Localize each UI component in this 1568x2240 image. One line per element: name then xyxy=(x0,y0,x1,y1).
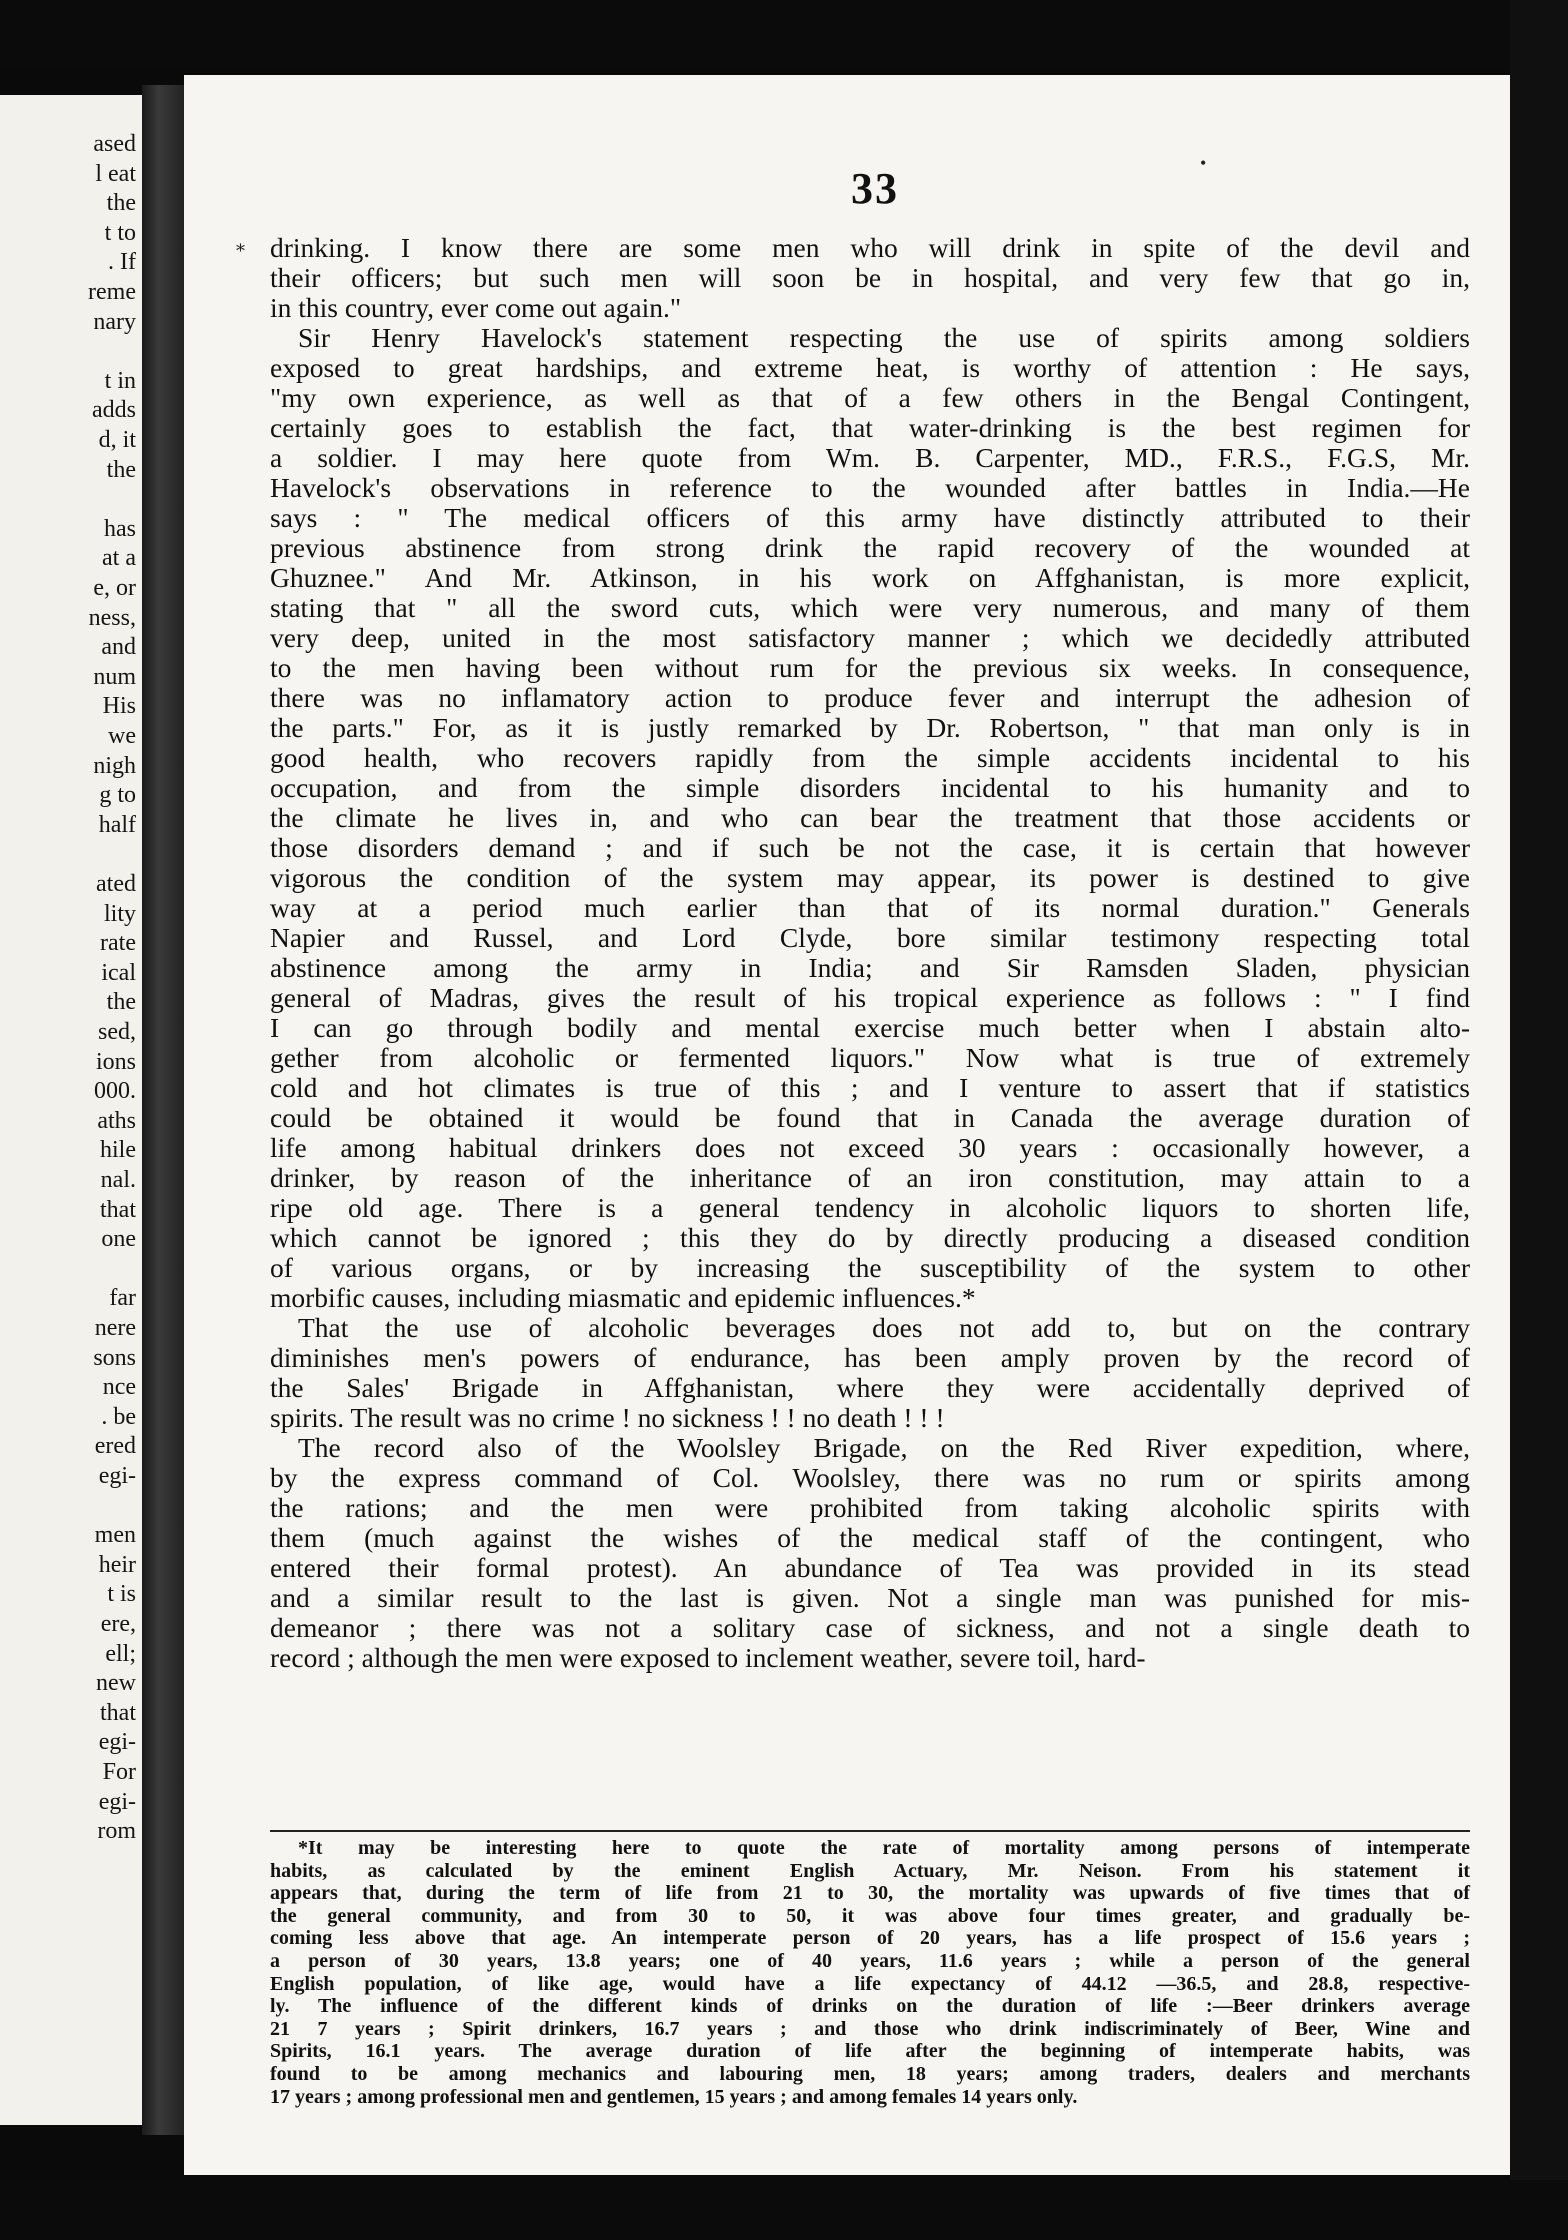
text-line: occupation, and from the simple disorders incidental to his humanity and to xyxy=(270,772,1470,803)
left-page-fragment: far xyxy=(109,1285,136,1312)
text-line: those disorders demand ; and if such be not the case, it is certain that however xyxy=(270,832,1470,863)
left-page-fragment: ell; xyxy=(105,1640,136,1667)
margin-mark: ⁎ xyxy=(236,235,245,255)
text-line: "my own experience, as well as that of a few others in the Bengal Contingent, xyxy=(270,382,1470,413)
text-line: the climate he lives in, and who can bear the treatment that those accidents or xyxy=(270,802,1470,833)
text-line: drinker, by reason of the inheritance of an iron constitution, may attain to a xyxy=(270,1162,1470,1193)
left-page-fragment: aths xyxy=(97,1107,136,1134)
text-line: Napier and Russel, and Lord Clyde, bore similar testimony respecting total xyxy=(270,922,1470,953)
left-page-fragment: that xyxy=(100,1699,136,1726)
left-page-fragment: one xyxy=(101,1226,136,1253)
left-page-fragment: men xyxy=(94,1522,136,1549)
left-page-fragment: that xyxy=(100,1196,136,1223)
left-page-fragment: t is xyxy=(107,1581,136,1608)
left-page-fragment: we xyxy=(108,723,136,749)
left-page-fragment: ical xyxy=(101,959,136,986)
text-line: the rations; and the men were prohibited from taking alcoholic spirits with xyxy=(270,1492,1470,1523)
text-line: which cannot be ignored ; this they do by directly producing a diseased condition xyxy=(270,1222,1470,1253)
left-page-fragment: . If xyxy=(108,249,136,276)
text-line: a soldier. I may here quote from Wm. B. Carpenter, MD., F.R.S., F.G.S, Mr. xyxy=(270,442,1470,473)
text-line: vigorous the condition of the system may appear, its power is destined to give xyxy=(270,862,1470,893)
body-text xyxy=(270,233,1470,1673)
left-page-fragment: rom xyxy=(97,1818,136,1845)
left-facing-page xyxy=(0,95,142,2125)
text-line: morbific causes, including miasmatic and epidemic influences.* xyxy=(270,1282,976,1313)
left-page-fragment: ated xyxy=(96,871,136,897)
footnote-line: appears that, during the term of life from 21 to 30, the mortality was upwards of five times that of xyxy=(270,1882,1470,1905)
left-page-fragment: nigh xyxy=(93,752,136,779)
text-line: the parts." For, as it is justly remarked by Dr. Robertson, " that man only is in xyxy=(270,712,1470,743)
left-page-fragment: ions xyxy=(95,1048,136,1075)
left-page-fragment: half xyxy=(98,811,136,838)
text-line: previous abstinence from strong drink the rapid recovery of the wounded at xyxy=(270,532,1470,563)
text-line: certainly goes to establish the fact, that water-drinking is the best regimen for xyxy=(270,412,1470,443)
left-page-fragment: adds xyxy=(92,397,136,424)
left-page-fragment: num xyxy=(93,663,136,690)
text-line: their officers; but such men will soon be in hospital, and very few that go in, xyxy=(270,262,1470,293)
left-page-fragment: ness, xyxy=(88,604,136,631)
left-page-fragment: the xyxy=(106,190,136,217)
left-page-fragment: ased xyxy=(93,131,136,157)
text-line: general of Madras, gives the result of his tropical experience as follows : " I find xyxy=(270,982,1470,1013)
text-line: I can go through bodily and mental exercise much better when I abstain alto- xyxy=(270,1012,1470,1043)
footnote-line: the general community, and from 30 to 50, it was above four times greater, and gradually be- xyxy=(270,1904,1470,1927)
text-line: Sir Henry Havelock's statement respecting the use of spirits among soldiers xyxy=(298,322,1470,353)
left-page-fragment: the xyxy=(106,989,136,1016)
left-page-fragment: nal. xyxy=(100,1167,136,1193)
left-page-fragment: egi- xyxy=(98,1463,136,1489)
footnote-line: 21 7 years ; Spirit drinkers, 16.7 years ; and those who drink indiscriminately of Beer, Wine and xyxy=(270,2017,1470,2040)
left-page-fragment: reme xyxy=(88,279,136,305)
left-page-fragment: . be xyxy=(101,1403,136,1430)
left-page-fragment: For xyxy=(102,1759,136,1785)
footnote-line: a person of 30 years, 13.8 years; one of 40 years, 11.6 years ; while a person of the general xyxy=(270,1949,1470,1972)
text-line: to the men having been without rum for the previous six weeks. In consequence, xyxy=(270,652,1470,683)
text-line: record ; although the men were exposed to inclement weather, severe toil, hard- xyxy=(270,1642,1146,1673)
footnote-line: English population, of like age, would have a life expectancy of 44.12 —36.5, and 28.8, respective- xyxy=(270,1972,1470,1995)
text-line: entered their formal protest). An abundance of Tea was provided in its stead xyxy=(270,1552,1470,1583)
left-page-fragment: d, it xyxy=(98,427,136,453)
text-line: the Sales' Brigade in Affghanistan, where they were accidentally deprived of xyxy=(270,1372,1470,1403)
text-line: exposed to great hardships, and extreme heat, is worthy of attention : He says, xyxy=(270,352,1470,383)
left-page-fragment: heir xyxy=(98,1551,136,1578)
left-page-fragment: nere xyxy=(94,1315,136,1341)
book-page xyxy=(184,75,1510,2175)
footnote-rule xyxy=(270,1830,1470,1832)
text-line: spirits. The result was no crime ! no sickness ! ! no death ! ! ! xyxy=(270,1402,945,1433)
page-number: 33 xyxy=(851,164,899,213)
scan-border-top xyxy=(0,0,1568,70)
footnote-line: ly. The influence of the different kinds of drinks on the duration of life :—Beer drinkers average xyxy=(270,1995,1470,2018)
text-line: of various organs, or by increasing the susceptibility of the system to other xyxy=(270,1252,1470,1283)
left-page-fragment: has xyxy=(104,515,136,542)
left-page-fragment: t in xyxy=(104,367,136,394)
text-line: abstinence among the army in India; and Sir Ramsden Sladen, physician xyxy=(270,952,1470,983)
text-line: them (much against the wishes of the medical staff of the contingent, who xyxy=(270,1522,1470,1553)
text-line: cold and hot climates is true of this ; and I venture to assert that if statistics xyxy=(270,1072,1470,1103)
text-line: life among habitual drinkers does not exceed 30 years : occasionally however, a xyxy=(270,1132,1470,1163)
left-page-fragment: egi- xyxy=(98,1729,136,1756)
footnote-line: habits, as calculated by the eminent English Actuary, Mr. Neison. From his statement it xyxy=(270,1859,1470,1882)
paragraph xyxy=(270,1313,1470,1433)
text-line: diminishes men's powers of endurance, has been amply proven by the record of xyxy=(270,1342,1470,1373)
text-line: gether from alcoholic or fermented liquors." Now what is true of extremely xyxy=(270,1042,1470,1073)
footnote-line: coming less above that age. An intemperate person of 20 years, has a life prospect of 15.6 years ; xyxy=(270,1927,1470,1950)
left-page-fragment: nary xyxy=(93,308,136,335)
left-page-fragment: e, or xyxy=(93,575,136,601)
text-line: demeanor ; there was not a solitary case of sickness, and not a single death to xyxy=(270,1612,1470,1643)
footnote-line: 17 years ; among professional men and gentlemen, 15 years ; and among females 14 years only. xyxy=(270,2085,1078,2108)
left-page-fragment: at a xyxy=(102,545,136,572)
left-page-fragment: 000. xyxy=(94,1078,136,1105)
footnote-line: Spirits, 16.1 years. The average duration of life after the beginning of intemperate habits, was xyxy=(270,2040,1470,2063)
left-page-fragment: nce xyxy=(102,1374,136,1401)
scan-border-bottom xyxy=(0,2180,1568,2240)
text-line: could be obtained it would be found that in Canada the average duration of xyxy=(270,1102,1470,1133)
left-page-fragment: and xyxy=(101,634,136,661)
footnote xyxy=(270,1837,1470,2108)
footnote-line: found to be among mechanics and labouring men, 18 years; among traders, dealers and merchants xyxy=(270,2062,1470,2085)
text-line: in this country, ever come out again." xyxy=(270,292,682,323)
left-page-fragment: hile xyxy=(100,1137,136,1164)
left-page-fragment: l eat xyxy=(95,160,136,187)
text-line: by the express command of Col. Woolsley, there was no rum or spirits among xyxy=(270,1462,1470,1493)
paragraph xyxy=(270,233,1470,323)
left-page-fragment: g to xyxy=(99,782,136,809)
left-page-fragment: ered xyxy=(94,1433,136,1460)
left-page-fragment: egi- xyxy=(98,1788,136,1815)
text-line: The record also of the Woolsley Brigade, on the Red River expedition, where, xyxy=(298,1432,1470,1463)
text-line: very deep, united in the most satisfactory manner ; which we decidedly attributed xyxy=(270,622,1470,653)
left-page-fragment: lity xyxy=(103,900,136,927)
margin-mark: • xyxy=(1200,153,1207,173)
scan-border-right xyxy=(1510,0,1568,2240)
left-page-fragment: sons xyxy=(93,1344,136,1371)
left-page-fragment: new xyxy=(96,1670,136,1697)
text-line: way at a period much earlier than that of its normal duration." Generals xyxy=(270,892,1470,923)
book-gutter xyxy=(142,85,184,2135)
text-line: drinking. I know there are some men who will drink in spite of the devil and xyxy=(270,232,1470,263)
paragraph xyxy=(270,323,1470,1313)
text-line: and a similar result to the last is given. Not a single man was punished for mis- xyxy=(270,1582,1470,1613)
text-line: Ghuznee." And Mr. Atkinson, in his work on Affghanistan, is more explicit, xyxy=(270,562,1470,593)
left-page-fragment: the xyxy=(106,456,136,483)
text-line: stating that " all the sword cuts, which were very numerous, and many of them xyxy=(270,592,1470,623)
text-line: says : " The medical officers of this army have distinctly attributed to their xyxy=(270,502,1470,533)
left-page-fragment: rate xyxy=(100,930,136,957)
text-line: That the use of alcoholic beverages does not add to, but on the contrary xyxy=(298,1312,1470,1343)
text-line: ripe old age. There is a general tendency in alcoholic liquors to shorten life, xyxy=(270,1192,1470,1223)
left-page-fragment: t to xyxy=(104,219,136,246)
paragraph xyxy=(270,1433,1470,1673)
text-line: good health, who recovers rapidly from the simple accidents incidental to his xyxy=(270,742,1470,773)
footnote-line: *It may be interesting here to quote the rate of mortality among persons of intemperate xyxy=(298,1837,1470,1859)
left-page-fragment: sed, xyxy=(98,1019,136,1045)
left-page-fragment: His xyxy=(102,693,136,720)
text-line: there was no inflamatory action to produce fever and interrupt the adhesion of xyxy=(270,682,1470,713)
left-page-fragment: ere, xyxy=(100,1611,136,1637)
text-line: Havelock's observations in reference to the wounded after battles in India.—He xyxy=(270,472,1470,503)
